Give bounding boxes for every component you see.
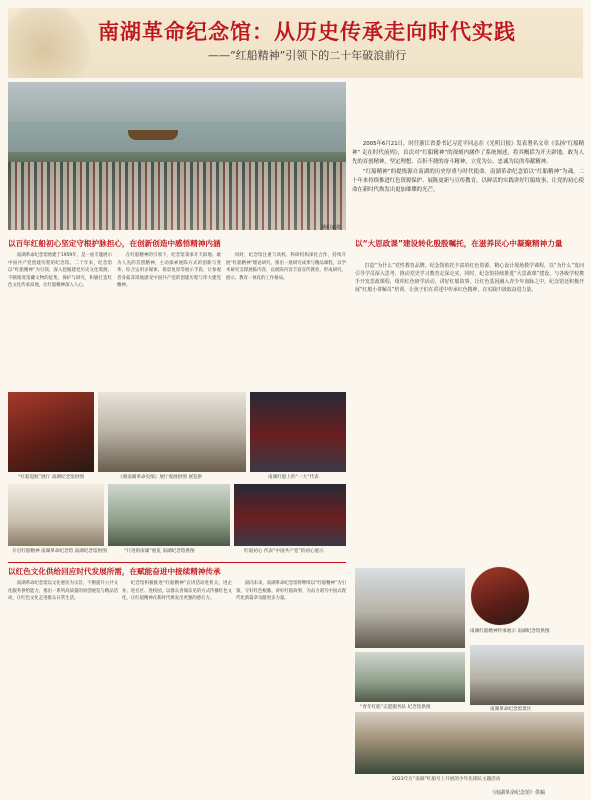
right-photo-circle (470, 566, 530, 626)
section3-col3-text: 面向未来，南湖革命纪念馆将继续以“红船精神”为引领，守好红色根脉，讲好红船故事，为奋力谱写中国式现代化新篇章贡献更多力量。 (236, 581, 346, 602)
section1-col2-text: 在红船精神的引领下，纪念馆秉承开天辟地、敢为人先的首创精神，主动探索展陈方式的创新与变革，综合运用多媒体、场景复原等展示手段，让参观者身临其境地感受中国共产党的创建历程与伟大建党精神。 (117, 253, 221, 289)
intro-paragraph: “红船精神”的提炼源自南湖的历史厚重与时代使命。南湖革命纪念馆以“红船精神”为魂，二十年来持续推进红色资源保护、展陈更新与宣传教育，以鲜活的实践讲好红船故事，让党的初心使命在新时代焕发出更加璀璨的光芒。 (352, 169, 584, 193)
exhibit-photo-5 (108, 484, 230, 546)
top-photo-caption: 潘明斌摄 (320, 225, 341, 231)
exhibit-photo-5-caption: “行进的南湖”展览 南湖纪念馆供图 (124, 549, 195, 554)
section3-divider (8, 562, 346, 563)
exhibit-photo-4 (8, 484, 104, 546)
exhibit-photo-1-caption: “红船起航”展厅 南湖纪念馆供图 (18, 475, 84, 480)
section3-col2-text: 纪念馆积极推进“红船精神”宣讲活动进机关、进企业、进社区、进校园，以群众喜闻乐见的方式传播红色文化，让红船精神在新时代焕发出更强的感召力。 (122, 581, 232, 602)
right-photo-1-caption: 南湖红船精神传承展示 南湖纪念馆供图 (470, 629, 550, 634)
right-photo-2 (355, 652, 465, 702)
top-photo (8, 82, 346, 230)
section1-column-3 (226, 252, 346, 387)
section3-col1-text: 南湖革命纪念馆以文化惠民为宗旨，不断提升公共文化服务供给能力，推出一系列高质量的原创展览与精品活动，让红色文化走进群众日常生活。 (8, 581, 118, 602)
section1-column-2 (117, 252, 221, 387)
right-photo-2-caption: “青年红船”志愿服务队 纪念馆供图 (360, 705, 431, 710)
section1-col3-text: 同时，纪念馆注重与高校、科研机构深化合作，持续开展“红船精神”理论研究，推出一批研究成果与精品课程，以学术研究支撑展陈内容，以展陈内容丰富宣传教育，形成研究、展示、教育一体化的工作格局。 (226, 253, 346, 281)
exhibit-photo-2 (98, 392, 246, 472)
page-title: 南湖革命纪念馆：从历史传承走向时代实践 (98, 19, 516, 44)
exhibit-photo-3-caption: 南湖红船上的“一大”代表 (268, 475, 319, 480)
exhibit-photo-1 (8, 392, 94, 472)
source-note: 《南湖革命纪念馆》供稿 (490, 790, 546, 796)
right-photo-4-caption: 2023年在“南湖”红船号上开展的少年先锋队主题活动 (392, 777, 501, 782)
masthead-decoration (8, 8, 98, 78)
page-subtitle: ——“红船精神”引领下的二十年破浪前行 (208, 49, 407, 62)
lake-water (8, 122, 346, 152)
section3-column-2 (122, 580, 232, 790)
red-boat (128, 130, 178, 140)
exhibit-photo-6 (234, 484, 346, 546)
intro-text (352, 140, 584, 196)
section3-column-3 (236, 580, 346, 790)
exhibit-photo-4-caption: 开启红船精神 南湖革命纪念馆 南湖纪念馆供图 (12, 549, 107, 554)
section2-heading: 以“大思政课”建设转化殷殷嘱托，在滋养民心中凝聚精神力量 (355, 239, 563, 248)
right-photo-3 (470, 645, 584, 705)
visitor-crowd (8, 162, 346, 230)
section1-column-1 (8, 252, 112, 387)
section1-col1-text: 南湖革命纪念馆始建于1959年，是一座专题展示中国共产党创建历程的纪念馆。二十年来，纪念馆以“红船精神”为引领，深入挖掘建党历史文化资源，不断推进馆藏文物的征集、保护与研究，积极打造红色文化传承高地，让红船精神深入人心。 (8, 253, 112, 289)
exhibit-photo-6-caption: 红船初心 代表“中国共产党”的初心展示 (244, 549, 324, 554)
section3-column-1 (8, 580, 118, 790)
section3-heading: 以红色文化供给回应时代发展所需，在赋能奋进中接续精神传承 (8, 567, 221, 576)
section1-heading: 以百年红船初心坚定守根护脉担心，在创新创造中感悟精神内涵 (8, 239, 221, 248)
section2-column (355, 262, 584, 562)
right-photo-4 (355, 712, 584, 774)
section2-text: 打造“为什么”党性教育品牌。纪念馆依托丰富的红色资源，精心设计现场教学课程，以“为什么”发问引导学员深入思考，推动党史学习教育走深走实。同时，纪念馆持续推进“大思政课”建设，与各级学校携手开发思政课程，组织红色研学活动，讲好红船故事，让红色基因融入青少年血脉之中。纪念馆还积极开展“红船小讲解员”培训，让孩子们在讲述中传承红色精神，在实践中汲取奋进力量。 (355, 263, 584, 293)
exhibit-photo-2-caption: 《栗南湖革命史绩》展厅观展供图 展览供 (118, 475, 203, 480)
right-photo-3-caption: 南湖革命纪念馆景区 (490, 707, 532, 712)
intro-paragraph: 2005年6月21日，时任浙江省委书记习近平同志在《光明日报》发表署名文章《弘扬“红船精神” 走在时代前列》，首次对“红船精神”的深刻内涵作了系统阐述，将其概括为开天辟地、敢为人先的首创精神，坚定理想、百折不挠的奋斗精神，立党为公、忠诚为民的奉献精神。 (352, 141, 584, 165)
exhibit-photo-3 (250, 392, 346, 472)
right-photo-1 (355, 568, 465, 648)
